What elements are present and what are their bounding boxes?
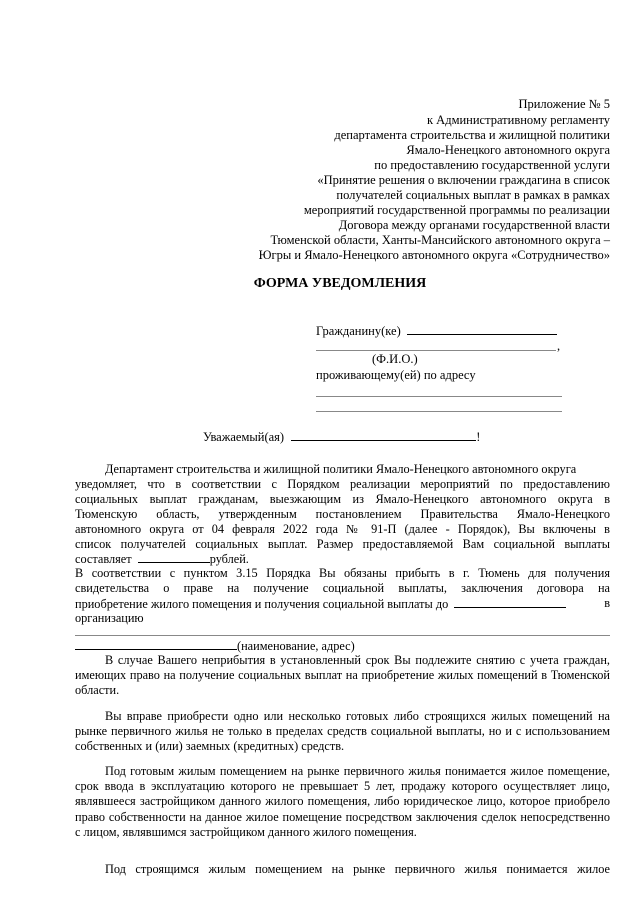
amount-row (75, 551, 249, 567)
header-line: Тюменской области, Ханты-Мансийского автономного округа – (270, 233, 610, 247)
greeting-row (203, 429, 480, 445)
header-line: по предоставлению государственной услуги (374, 158, 610, 172)
paragraph-rights: Вы вправе приобрести одно или несколько готовых либо строящихся жилых помещений на рынке первичного жилья не только в пределах средств социальной выплаты, но и с использованием собственных и (или) заемных (кредитных) средств. (75, 709, 610, 754)
body-line: В соответствии с пунктом 3.15 Порядка Вы обязаны прибыть в г. Тюмень для получения (75, 566, 610, 580)
body-line: уведомляет, что в соответствии с Порядком реализации мероприятий по предоставлению (75, 477, 610, 491)
deadline-in: в (604, 596, 610, 610)
header-line: Ямало-Ненецкого автономного округа (406, 143, 610, 157)
body-text: Департамент строительства и жилищной политики Ямало-Ненецкого автономного округа (105, 462, 577, 476)
amount-unit: рублей. (209, 552, 249, 566)
header-line: Югры и Ямало-Ненецкого автономного округа «Сотрудничество» (258, 248, 610, 262)
page-title: ФОРМА УВЕДОМЛЕНИЯ (253, 276, 427, 291)
paragraph-building-housing: Под строящимся жилым помещением на рынке первичного жилья понимается жилое (105, 862, 610, 876)
org-blank (75, 638, 237, 650)
amount-label: составляет (75, 552, 132, 566)
header-line: мероприятий государственной программы по реализации (303, 203, 610, 217)
deadline-blank (454, 596, 566, 608)
body-line: список получателей социальных выплат. Размер предоставляемой Вам социальной выплаты (75, 537, 610, 551)
org-line (75, 635, 610, 636)
body-line: социальных выплат гражданам, выезжающим из Ямало-Ненецкого автономного округа в (75, 492, 610, 506)
header-line: Договора между органами государственной власти (338, 218, 610, 232)
body-line: Тюменскую область, утвержденным постановлением Правительства Ямало-Ненецкого (75, 507, 610, 521)
org-label: организацию (75, 611, 144, 625)
greeting-label: Уважаемый(ая) (203, 430, 285, 444)
fio-comma: , (557, 339, 561, 353)
address-line (316, 396, 562, 397)
fio-caption: (Ф.И.О.) (372, 352, 418, 366)
greeting-exclaim: ! (476, 430, 481, 444)
deadline-label: приобретение жилого помещения и получения социальной выплаты до (75, 597, 449, 611)
body-line (105, 462, 610, 477)
paragraph-unarrival: В случае Вашего неприбытия в установленный срок Вы подлежите снятию с учета граждан, имеющих право на получение социальных выплат на приобретение жилых помещений в Тюменской области. (75, 653, 610, 698)
header-line: Приложение № 5 (518, 97, 610, 111)
body-line: автономного округа от 04 февраля 2022 года № 91-П (далее - Порядок), Вы включены в (75, 522, 610, 536)
header-line: получателей социальных выплат в рамках в рамках (336, 188, 610, 202)
header-line: департамента строительства и жилищной политики (334, 128, 610, 142)
addressee-label: Гражданину(ке) (316, 324, 401, 338)
fio-line (316, 350, 556, 351)
amount-blank (138, 551, 210, 563)
address-line (316, 411, 562, 412)
addressee-row (316, 323, 557, 339)
paragraph-ready-housing: Под готовым жилым помещением на рынке первичного жилья понимается жилое помещение, срок ввода в эксплуатацию которого не превышает 5 лет, продажу которого осуществляет лицо, являвшееся застройщиком данного жилого помещения, либо юридическое лицо, которое приобрело право собственности на данное жилое помещение посредством заключения сделок непосредственно с лицом, являвшимся застройщиком данного жилого помещения. (75, 764, 610, 839)
body-line: свидетельства о праве на получение социальной выплаты, заключения договора на (75, 581, 610, 595)
header-line: к Административному регламенту (426, 113, 610, 127)
org-note: (наименование, адрес) (237, 639, 355, 653)
deadline-row (75, 596, 610, 612)
fio-blank (407, 323, 557, 335)
address-label: проживающему(ей) по адресу (316, 368, 476, 382)
greeting-blank (291, 429, 476, 441)
header-line: «Принятие решения о включении граждагина в список (317, 173, 610, 187)
org-note-row (75, 638, 355, 654)
